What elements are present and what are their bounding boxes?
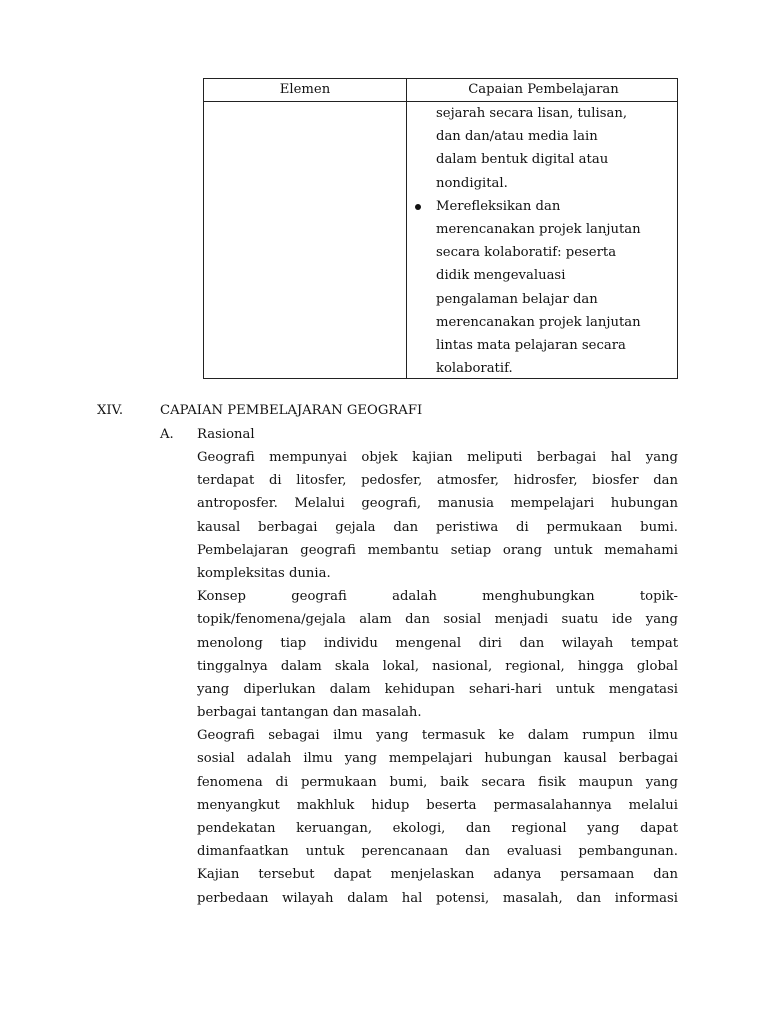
- paragraph-line: antroposfer. Melalui geografi, manusia mempelajari hubungan: [197, 496, 678, 512]
- subsection-title: Rasional: [197, 427, 255, 442]
- table-cell-line-text: merencanakan projek lanjutan: [436, 314, 641, 330]
- paragraph-line: sosial adalah ilmu yang mempelajari hubungan kausal berbagai: [197, 751, 678, 767]
- table-column-divider: [406, 79, 407, 378]
- paragraph-line: yang diperlukan dalam kehidupan sehari-hari untuk mengatasi: [197, 681, 678, 697]
- paragraph: [197, 585, 678, 724]
- table-cell-line-text: dalam bentuk digital atau: [436, 152, 609, 168]
- paragraph-line: perbedaan wilayah dalam hal potensi, masalah, dan informasi: [197, 890, 678, 906]
- table-cell-line: [436, 241, 676, 264]
- paragraph-line: pendekatan keruangan, ekologi, dan regional yang dapat: [197, 821, 678, 836]
- table-cell-line: [436, 195, 676, 218]
- table-cell-line: [436, 218, 676, 241]
- table-cell-line-text: merencanakan projek lanjutan: [436, 221, 641, 237]
- paragraph-line: Konsep geografi adalah menghubungkan topik-: [197, 589, 678, 605]
- rasional-body: [197, 446, 678, 910]
- paragraph-line: tinggalnya dalam skala lokal, nasional, regional, hingga global: [197, 658, 678, 674]
- table-cell-line-text: kolaboratif.: [436, 361, 513, 377]
- table-cell-line-text: secara kolaboratif: peserta: [436, 245, 617, 261]
- table-cell-line-text: lintas mata pelajaran secara: [436, 337, 626, 353]
- bullet-icon: [415, 204, 421, 210]
- paragraph-line: menyangkut makhluk hidup beserta permasalahannya melalui: [197, 797, 678, 813]
- paragraph-line: Geografi mempunyai objek kajian meliputi berbagai hal yang: [197, 450, 678, 465]
- table-header-capaian-pembelajaran: Capaian Pembelajaran: [468, 82, 619, 97]
- learning-outcomes-table: [203, 78, 678, 379]
- table-cell-line-text: Merefleksikan dan: [436, 198, 561, 214]
- table-cell-line: [436, 172, 676, 195]
- table-cell-line: [436, 264, 676, 287]
- paragraph: [197, 724, 678, 910]
- paragraph-line: dimanfaatkan untuk perencanaan dan evaluasi pembangunan.: [197, 844, 678, 860]
- paragraph-line: Geografi sebagai ilmu yang termasuk ke dalam rumpun ilmu: [197, 728, 678, 744]
- section-number: XIV.: [97, 403, 124, 418]
- paragraph-line: fenomena di permukaan bumi, baik secara fisik maupun yang: [197, 774, 678, 790]
- table-cell-line-text: nondigital.: [436, 175, 508, 191]
- table-cell-line-text: didik mengevaluasi: [436, 268, 566, 284]
- table-cell-line: [436, 102, 676, 125]
- table-header-elemen: Elemen: [279, 82, 331, 97]
- paragraph-line: Pembelajaran geografi membantu setiap orang untuk memahami: [197, 542, 678, 558]
- paragraph-line: kompleksitas dunia.: [197, 565, 331, 581]
- table-cell-line: [436, 357, 676, 380]
- table-cell-line: [436, 125, 676, 148]
- table-cell-capaian: [436, 102, 676, 380]
- table-cell-line: [436, 311, 676, 334]
- table-cell-line: [436, 288, 676, 311]
- section-title: CAPAIAN PEMBELAJARAN GEOGRAFI: [160, 403, 423, 418]
- paragraph-line: topik/fenomena/gejala alam dan sosial menjadi suatu ide yang: [197, 612, 678, 628]
- paragraph-line: Kajian tersebut dapat menjelaskan adanya persamaan dan: [197, 867, 678, 883]
- subsection-letter: A.: [160, 427, 174, 442]
- paragraph: [197, 446, 678, 585]
- table-cell-line-text: sejarah secara lisan, tulisan,: [436, 106, 628, 121]
- paragraph-line: kausal berbagai gejala dan peristiwa di permukaan bumi.: [197, 519, 678, 535]
- table-cell-line-text: dan dan/atau media lain: [436, 129, 598, 145]
- paragraph-line: terdapat di litosfer, pedosfer, atmosfer, hidrosfer, biosfer dan: [197, 473, 678, 489]
- table-cell-line: [436, 334, 676, 357]
- paragraph-line: berbagai tantangan dan masalah.: [197, 705, 422, 721]
- paragraph-line: menolong tiap individu mengenal diri dan wilayah tempat: [197, 635, 678, 651]
- table-cell-line-text: pengalaman belajar dan: [436, 291, 598, 307]
- table-cell-line: [436, 148, 676, 171]
